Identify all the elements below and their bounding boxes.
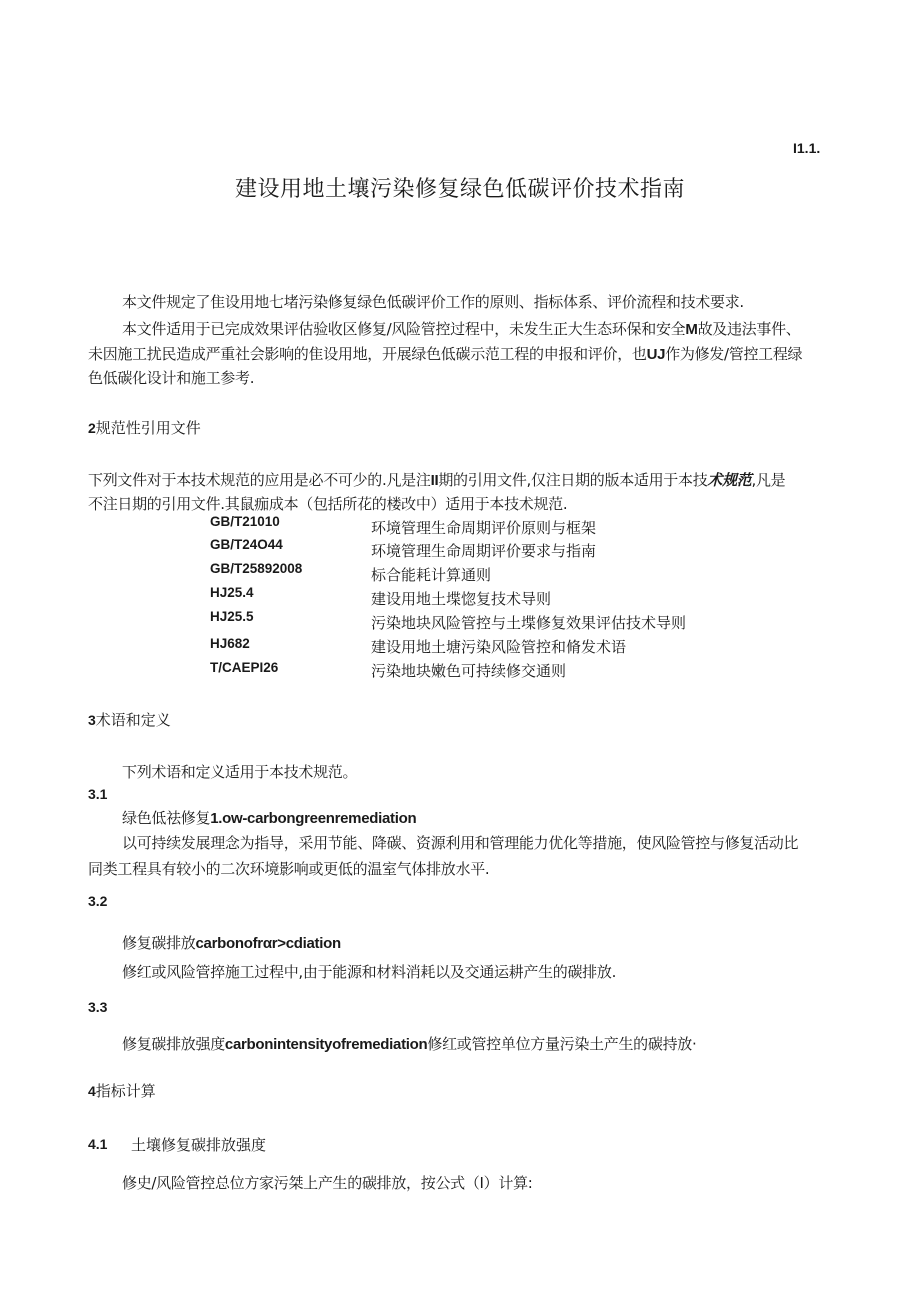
section-3-intro: 下列术语和定义适用于本技术规范。 xyxy=(122,763,358,781)
document-title: 建设用地土壤污染修复绿色低碳评价技术指南 xyxy=(234,177,685,202)
intro-p2-line2-text: 未因施工扰民造成严重社会影响的隹设用地，开展绿色低碳示范工程的申报和评价，也 xyxy=(88,345,647,363)
intro-p2-text-end: 故及违法事件、 xyxy=(697,320,801,338)
section-3-number: 3 xyxy=(88,712,96,728)
section-2-title: 规范性引用文件 xyxy=(95,419,201,437)
term-3-2-name xyxy=(122,932,341,953)
section-3-heading xyxy=(88,709,171,730)
term-3-1-name xyxy=(122,807,416,828)
term-3-3-number: 3.3 xyxy=(88,999,108,1015)
intro-paragraph-2-line-3: 色低碳化设计和施工参考. xyxy=(88,369,255,387)
subsection-4-1-title: 土壤修复碳排放强度 xyxy=(131,1136,267,1154)
intro-p2-bold: M xyxy=(685,321,698,338)
section-2-text-a: 下列文件对于本技术规范的应用是必不可少的.凡是注 xyxy=(88,471,431,489)
subsection-4-1-text: 修史/风险管控总位方家污桀上产生的碳排放，按公式（I）计算: xyxy=(122,1174,533,1192)
intro-p2-text: 本文件适用于已完成效果评估验收区修复/风险管控过程中，未发生正大生态环保和安全 xyxy=(122,320,686,338)
reference-code: HJ25.5 xyxy=(210,609,254,624)
term-3-2-cn: 修复碳排放 xyxy=(122,934,196,952)
reference-code: GB/T25892008 xyxy=(210,561,303,576)
term-3-1-en: 1.ow-carbongreenremediation xyxy=(210,810,417,827)
term-3-3-en: carbonintensityofremediation xyxy=(224,1036,428,1053)
reference-title: 污染地块嫩色可持续修交通则 xyxy=(371,662,567,680)
reference-title: 污染地块风险管控与土堞修复效果评估技术导则 xyxy=(371,614,687,632)
page-number: I1.1. xyxy=(793,140,821,156)
reference-title: 环境管理生命周期评价要求与指南 xyxy=(371,542,597,560)
section-2-text-italic: 术规范 xyxy=(707,471,752,489)
term-3-2-definition: 修红或风险管捽施工过程中,由于能源和材料消耗以及交通运耕产生的碳排放. xyxy=(122,963,617,981)
reference-code: HJ682 xyxy=(210,636,250,651)
subsection-4-1-number: 4.1 xyxy=(88,1136,108,1152)
reference-code: T/CAEPI26 xyxy=(210,660,279,675)
reference-code: GB/T24O44 xyxy=(210,537,283,552)
section-2-paragraph-line-2: 不注日期的引用文件.其鼠痂成本（包括所花的楼改中）适用于本技术规范. xyxy=(88,495,568,513)
term-3-1-definition-line-1: 以可持续发展理念为指导，采用节能、降碳、资源利用和管理能力优化等措施，使风险管控与修复活动比 xyxy=(122,834,799,852)
intro-paragraph-2-line-1 xyxy=(122,318,800,339)
reference-code: HJ25.4 xyxy=(210,585,254,600)
section-2-text-b: 期的引用文件,仅注日期的版本适用于本技 xyxy=(438,471,708,489)
section-2-text-bold: II xyxy=(430,472,439,489)
intro-p2-line2-bold: UJ xyxy=(646,346,666,363)
reference-code: GB/T21010 xyxy=(210,514,280,529)
section-2-paragraph-line-1 xyxy=(88,469,785,490)
reference-title: 标合能耗计算通则 xyxy=(371,566,492,584)
section-2-heading xyxy=(88,417,201,438)
section-4-heading xyxy=(88,1080,156,1101)
reference-title: 建设用地土塘污染风险管控和脩发术语 xyxy=(371,638,627,656)
term-3-2-number: 3.2 xyxy=(88,893,108,909)
term-3-1-cn: 绿色低祛修复 xyxy=(122,809,211,827)
section-2-number: 2 xyxy=(88,420,96,436)
term-3-3-line xyxy=(122,1033,696,1054)
section-4-title: 指标计算 xyxy=(95,1082,156,1100)
reference-title: 建设用地土堞惚复技术导则 xyxy=(371,590,552,608)
term-3-2-en: carbonofrαr>cdiation xyxy=(195,935,341,952)
section-4-number: 4 xyxy=(88,1083,96,1099)
term-3-1-definition-line-2: 同类工程具有较小的二次环境影响或更低的温室气体排放水平. xyxy=(88,860,490,878)
term-3-3-cn: 修复碳排放强度 xyxy=(122,1035,225,1053)
intro-paragraph-1: 本文件规定了隹设用地七堵污染修复绿色低碳评价工作的原则、指标体系、评价流程和技术要求. xyxy=(122,293,744,311)
section-3-title: 术语和定义 xyxy=(95,711,171,729)
intro-p2-line2-text-end: 作为修发/管控工程绿 xyxy=(665,345,803,363)
intro-paragraph-2-line-2 xyxy=(88,343,802,364)
reference-title: 环境管理生命周期评价原则与框架 xyxy=(371,519,597,537)
section-2-text-c: ,凡是 xyxy=(751,471,786,489)
term-3-1-number: 3.1 xyxy=(88,786,108,802)
term-3-3-definition: 修红或管控单位方量污染土产生的碳持放· xyxy=(427,1035,697,1053)
